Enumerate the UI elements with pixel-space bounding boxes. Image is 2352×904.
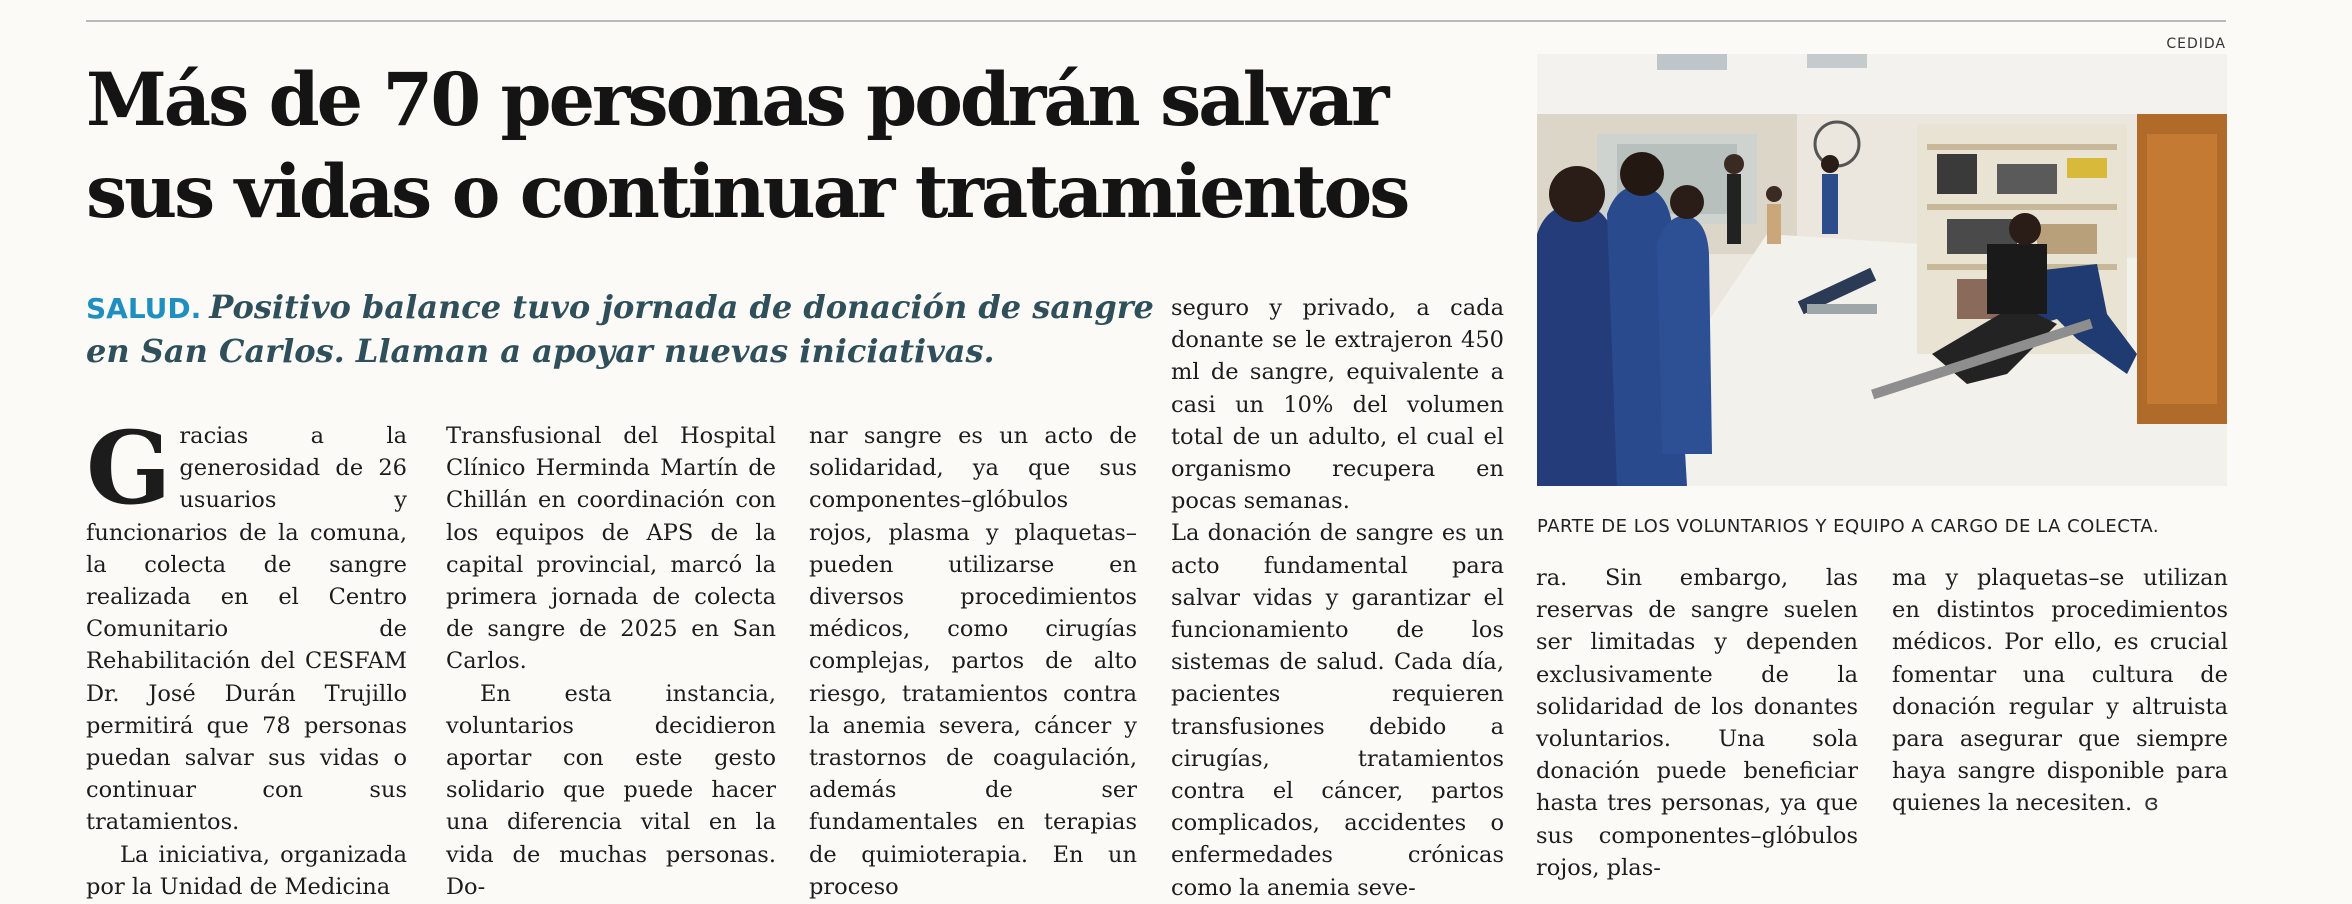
deck [86, 286, 1166, 373]
section-kicker: SALUD. [86, 292, 202, 325]
body-column-4 [1171, 292, 1504, 904]
body-column-6 [1892, 562, 2228, 821]
paragraph: Transfusional del Hospital Clínico Herminda Martín de Chillán en coordinación con los equipos de APS de la capital provincial, marcó la primera jornada de colecta de sangre de 2025 en San Carlos. [446, 423, 776, 675]
paragraph: La iniciativa, organizada por la Unidad de Medicina [86, 841, 407, 900]
paragraph: racias a la generosidad de 26 usuarios y funcionarios de la comuna, la colecta de sangre realizada en el Centro Comunitario de Rehabilitación del CESFAM Dr. José Durán Trujillo permitirá que 78 personas puedan salvar sus vidas o continuar con sus tratamientos. [86, 423, 407, 836]
body-column-5 [1536, 562, 1858, 884]
top-rule [86, 20, 2226, 22]
paragraph: nar sangre es un acto de solidaridad, ya que sus componentes–glóbulos rojos, plasma y plaquetas–pueden utilizarse en diversos procedimientos médicos, como cirugías complejas, partos de alto riesgo, tratamientos contra la anemia severa, cáncer y trastornos de coagulación, además de ser fundamentales en terapias de quimioterapia. En un proceso [809, 423, 1137, 900]
paragraph: ra. Sin embargo, las reservas de sangre suelen ser limitadas y dependen exclusivamente de la solidaridad de los donantes voluntarios. Una sola donación puede beneficiar hasta tres personas, ya que sus componentes–glóbulos rojos, plas- [1536, 565, 1858, 881]
body-column-3 [809, 420, 1137, 903]
photo-illustration [1537, 54, 2227, 486]
paragraph: ma y plaquetas–se utilizan en distintos procedimientos médicos. Por ello, es crucial fomentar una cultura de donación regular y altruista para asegurar que siempre haya sangre disponible para quienes la necesiten. [1892, 565, 2228, 817]
paragraph: seguro y privado, a cada donante se le extrajeron 450 ml de sangre, equivalente a casi un 10% del volumen total de un adulto, el cual el organismo recupera en pocas semanas. [1171, 295, 1504, 515]
end-mark-icon: ɞ [2144, 791, 2159, 817]
headline: Más de 70 personas podrán salvar sus vidas o continuar tratamientos [86, 57, 1408, 235]
paragraph: La donación de sangre es un acto fundamental para salvar vidas y garantizar el funcionamiento de los sistemas de salud. Cada día, pacientes requieren transfusiones debido a cirugías, tratamientos contra el cáncer, partos complicados, accidentes o enfermedades crónicas como la anemia seve- [1171, 520, 1504, 901]
drop-cap: G [86, 409, 172, 527]
body-column-2 [446, 420, 776, 903]
photo-caption: PARTE DE LOS VOLUNTARIOS Y EQUIPO A CARGO DE LA COLECTA. [1537, 516, 2160, 537]
photo-credit: CEDIDA [2166, 36, 2226, 52]
deck-text: Positivo balance tuvo jornada de donación de sangre en San Carlos. Llaman a apoyar nuevas iniciativas. [86, 288, 1154, 370]
article-photo [1537, 54, 2227, 486]
body-column-1 [86, 409, 407, 903]
paragraph: En esta instancia, voluntarios decidieron aportar con este gesto solidario que puede hacer una diferencia vital en la vida de muchas personas. Do- [446, 680, 776, 900]
